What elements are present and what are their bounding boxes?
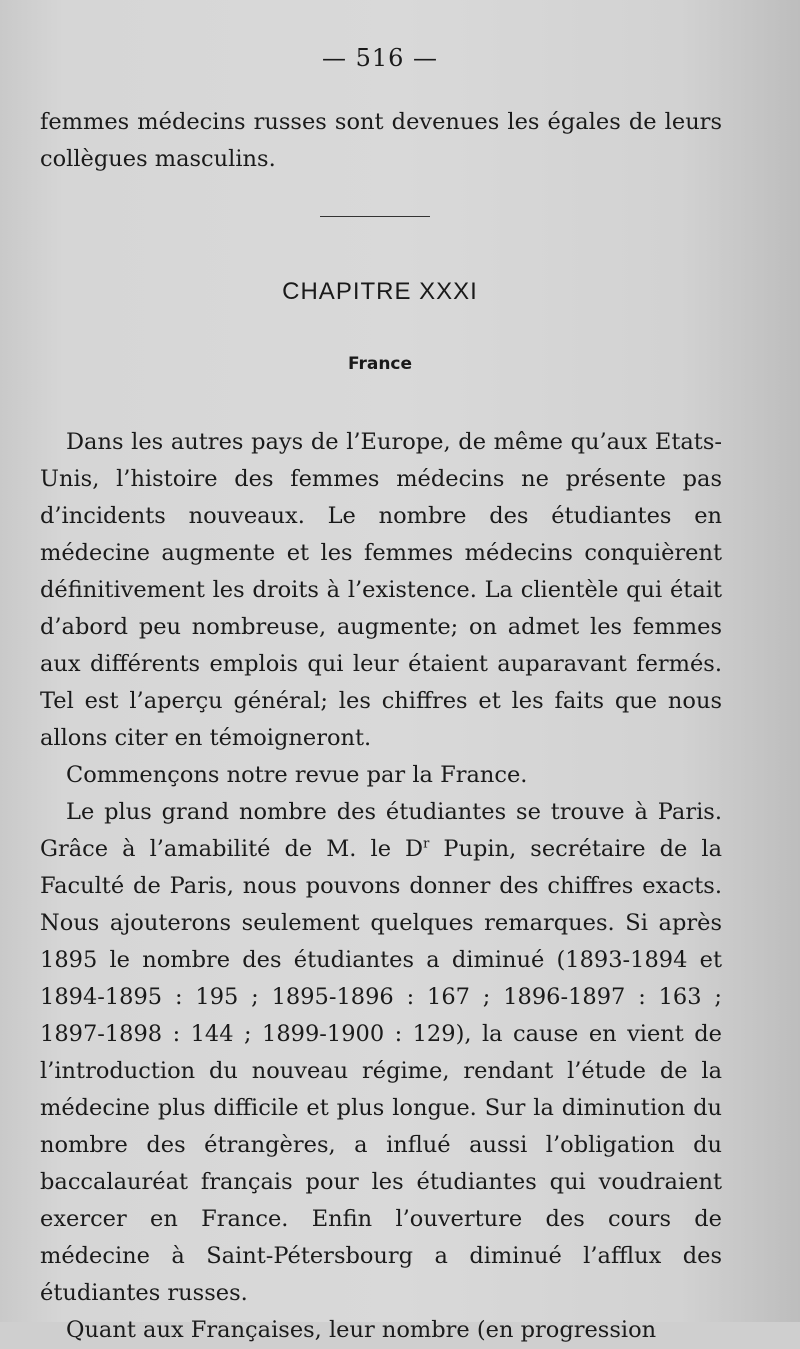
lead-paragraph: femmes médecins russes sont devenues les égales de leurs collègues masculins.	[40, 109, 722, 172]
page-number: — 516 —	[321, 44, 439, 72]
paragraph-paris-part1: Le plus grand nombre des étudiantes se trouve à Paris. Grâce à l’amabilité de M. le D	[40, 799, 722, 862]
paragraph-paris-part2: Pupin, secrétaire de la Faculté de Paris, nous pouvons donner des chiffres exacts. Nous ajouterons seulement quelques remarques. Si après 1895 le nombre des étudiantes a diminué (1893-1894 et 1894-1895 : 195 ; 1895-1896 : 167 ; 1896-1897 : 163 ; 1897-1898 : 144 ; 1899-1900 : 129), la cause en vient de l’introduction du nouveau régime, rendant l’étude de la médecine plus difficile et plus longue. Sur la diminution du nombre des étrangères, a influé aussi l’obligation du baccalauréat français pour les étudiantes qui voudraient exercer en France. Enfin l’ouverture des cours de médecine à Saint-Pétersbourg a diminué l’afflux des étudiantes russes.	[40, 836, 722, 1306]
paragraph: Dans les autres pays de l’Europe, de même qu’aux Etats-Unis, l’histoire des femmes médecins ne présente pas d’incidents nouveaux. Le nombre des étudiantes en médecine augmente et les femmes médecins conquièrent définitivement les droits à l’existence. La clientèle qui était d’abord peu nombreuse, augmente; on admet les femmes aux différents emplois qui leur étaient auparavant fermés. Tel est l’aperçu général; les chiffres et les faits que nous allons citer en témoigneront.	[40, 429, 722, 751]
paragraph: Commençons notre revue par la France.	[66, 762, 528, 788]
doctor-abbrev-superscript: r	[423, 836, 430, 852]
chapter-title: CHAPITRE XXXI	[282, 278, 478, 305]
paragraph-paris	[40, 794, 722, 1312]
section-title: France	[347, 354, 413, 374]
separator-rule	[320, 216, 430, 217]
lead-paragraph-block	[40, 104, 722, 178]
body-text	[40, 424, 722, 1349]
paragraph: Quant aux Françaises, leur nombre (en progression	[66, 1317, 657, 1343]
